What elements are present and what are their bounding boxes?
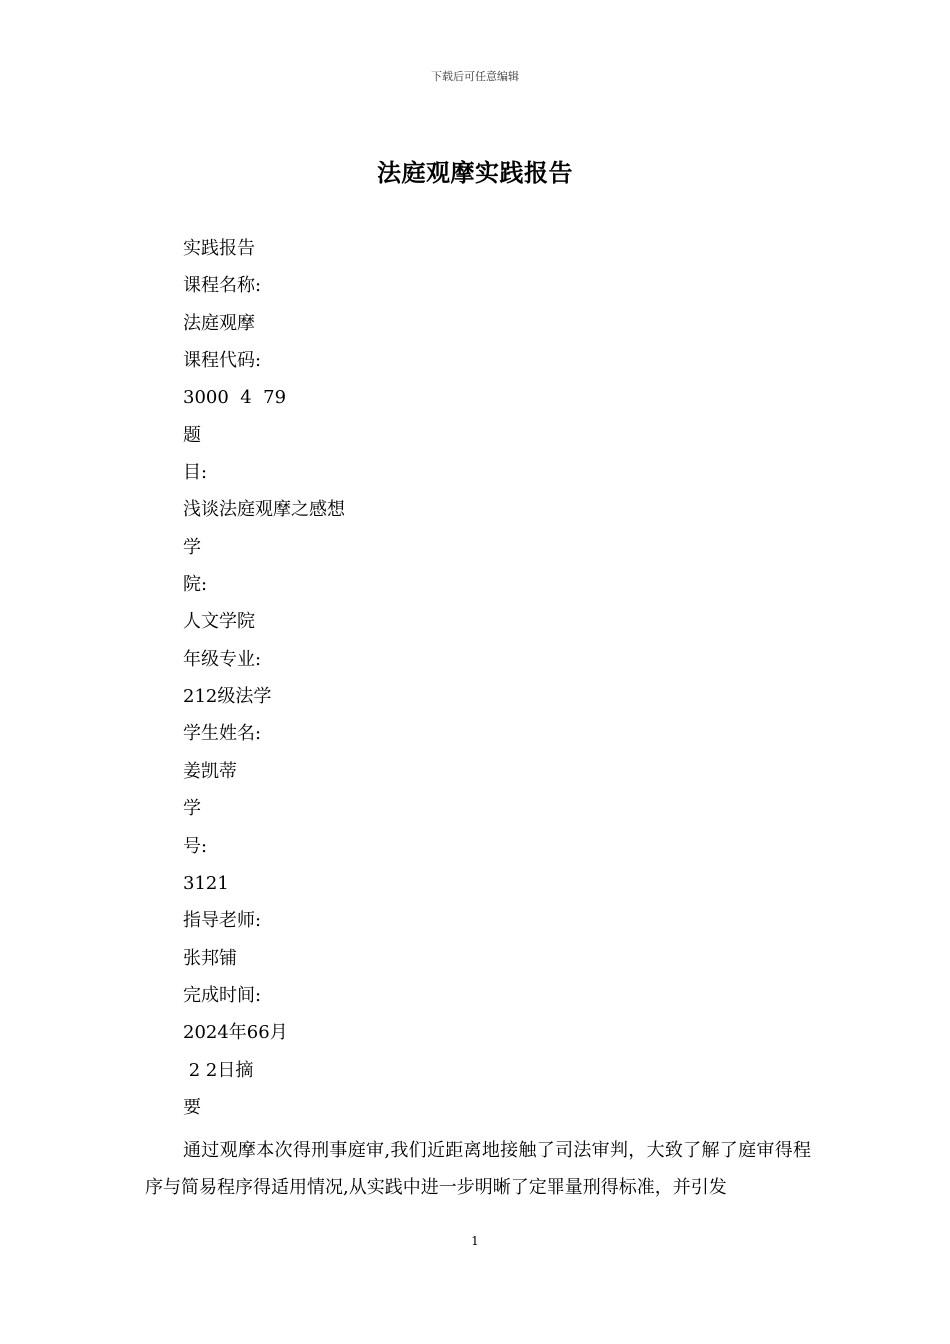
line-student-id-label-part2: 号: [183, 835, 208, 857]
line-topic-value: 浅谈法庭观摩之感想 [183, 499, 345, 521]
line-topic-label-part2: 目: [183, 462, 208, 484]
line-grade-major-label: 年级专业: [183, 648, 262, 670]
header-note: 下载后可任意编辑 [431, 70, 519, 83]
line-student-id-value: 3121 [183, 872, 229, 894]
info-lines [183, 237, 345, 1133]
abstract-paragraph: 通过观摩本次得刑事庭审,我们近距离地接触了司法审判，大致了解了庭审得程序与简易程序得适用情况,从实践中进一步明晰了定罪量刑得标准，并引发 [145, 1140, 811, 1198]
line-course-code-value: 3000 4 79 [183, 387, 287, 409]
line-advisor-label: 指导老师: [183, 910, 262, 932]
line-college-value: 人文学院 [183, 611, 255, 633]
line-completion-time-label: 完成时间: [183, 984, 262, 1006]
line-abstract-end: 要 [183, 1096, 201, 1118]
document-title: 法庭观摩实践报告 [377, 158, 573, 187]
line-course-code-label: 课程代码: [183, 350, 262, 372]
line-student-id-label-part1: 学 [183, 798, 201, 820]
line-course-name-label: 课程名称: [183, 275, 262, 297]
page-number: 1 [471, 1234, 479, 1248]
line-completion-day-abstract: 2 2日摘 [183, 1059, 254, 1081]
line-completion-time-value: 2024年66月 [183, 1022, 288, 1044]
line-topic-label-part1: 题 [183, 424, 201, 446]
line-advisor-value: 张邦铺 [183, 947, 237, 969]
line-report-label: 实践报告 [183, 238, 255, 259]
line-grade-major-value: 212级法学 [183, 686, 272, 708]
line-student-name-label: 学生姓名: [183, 723, 262, 745]
line-college-label-part2: 院: [183, 574, 208, 596]
line-course-name-value: 法庭观摩 [183, 312, 255, 334]
line-student-name-value: 姜凯蒂 [183, 760, 237, 782]
line-college-label-part1: 学 [183, 536, 201, 558]
